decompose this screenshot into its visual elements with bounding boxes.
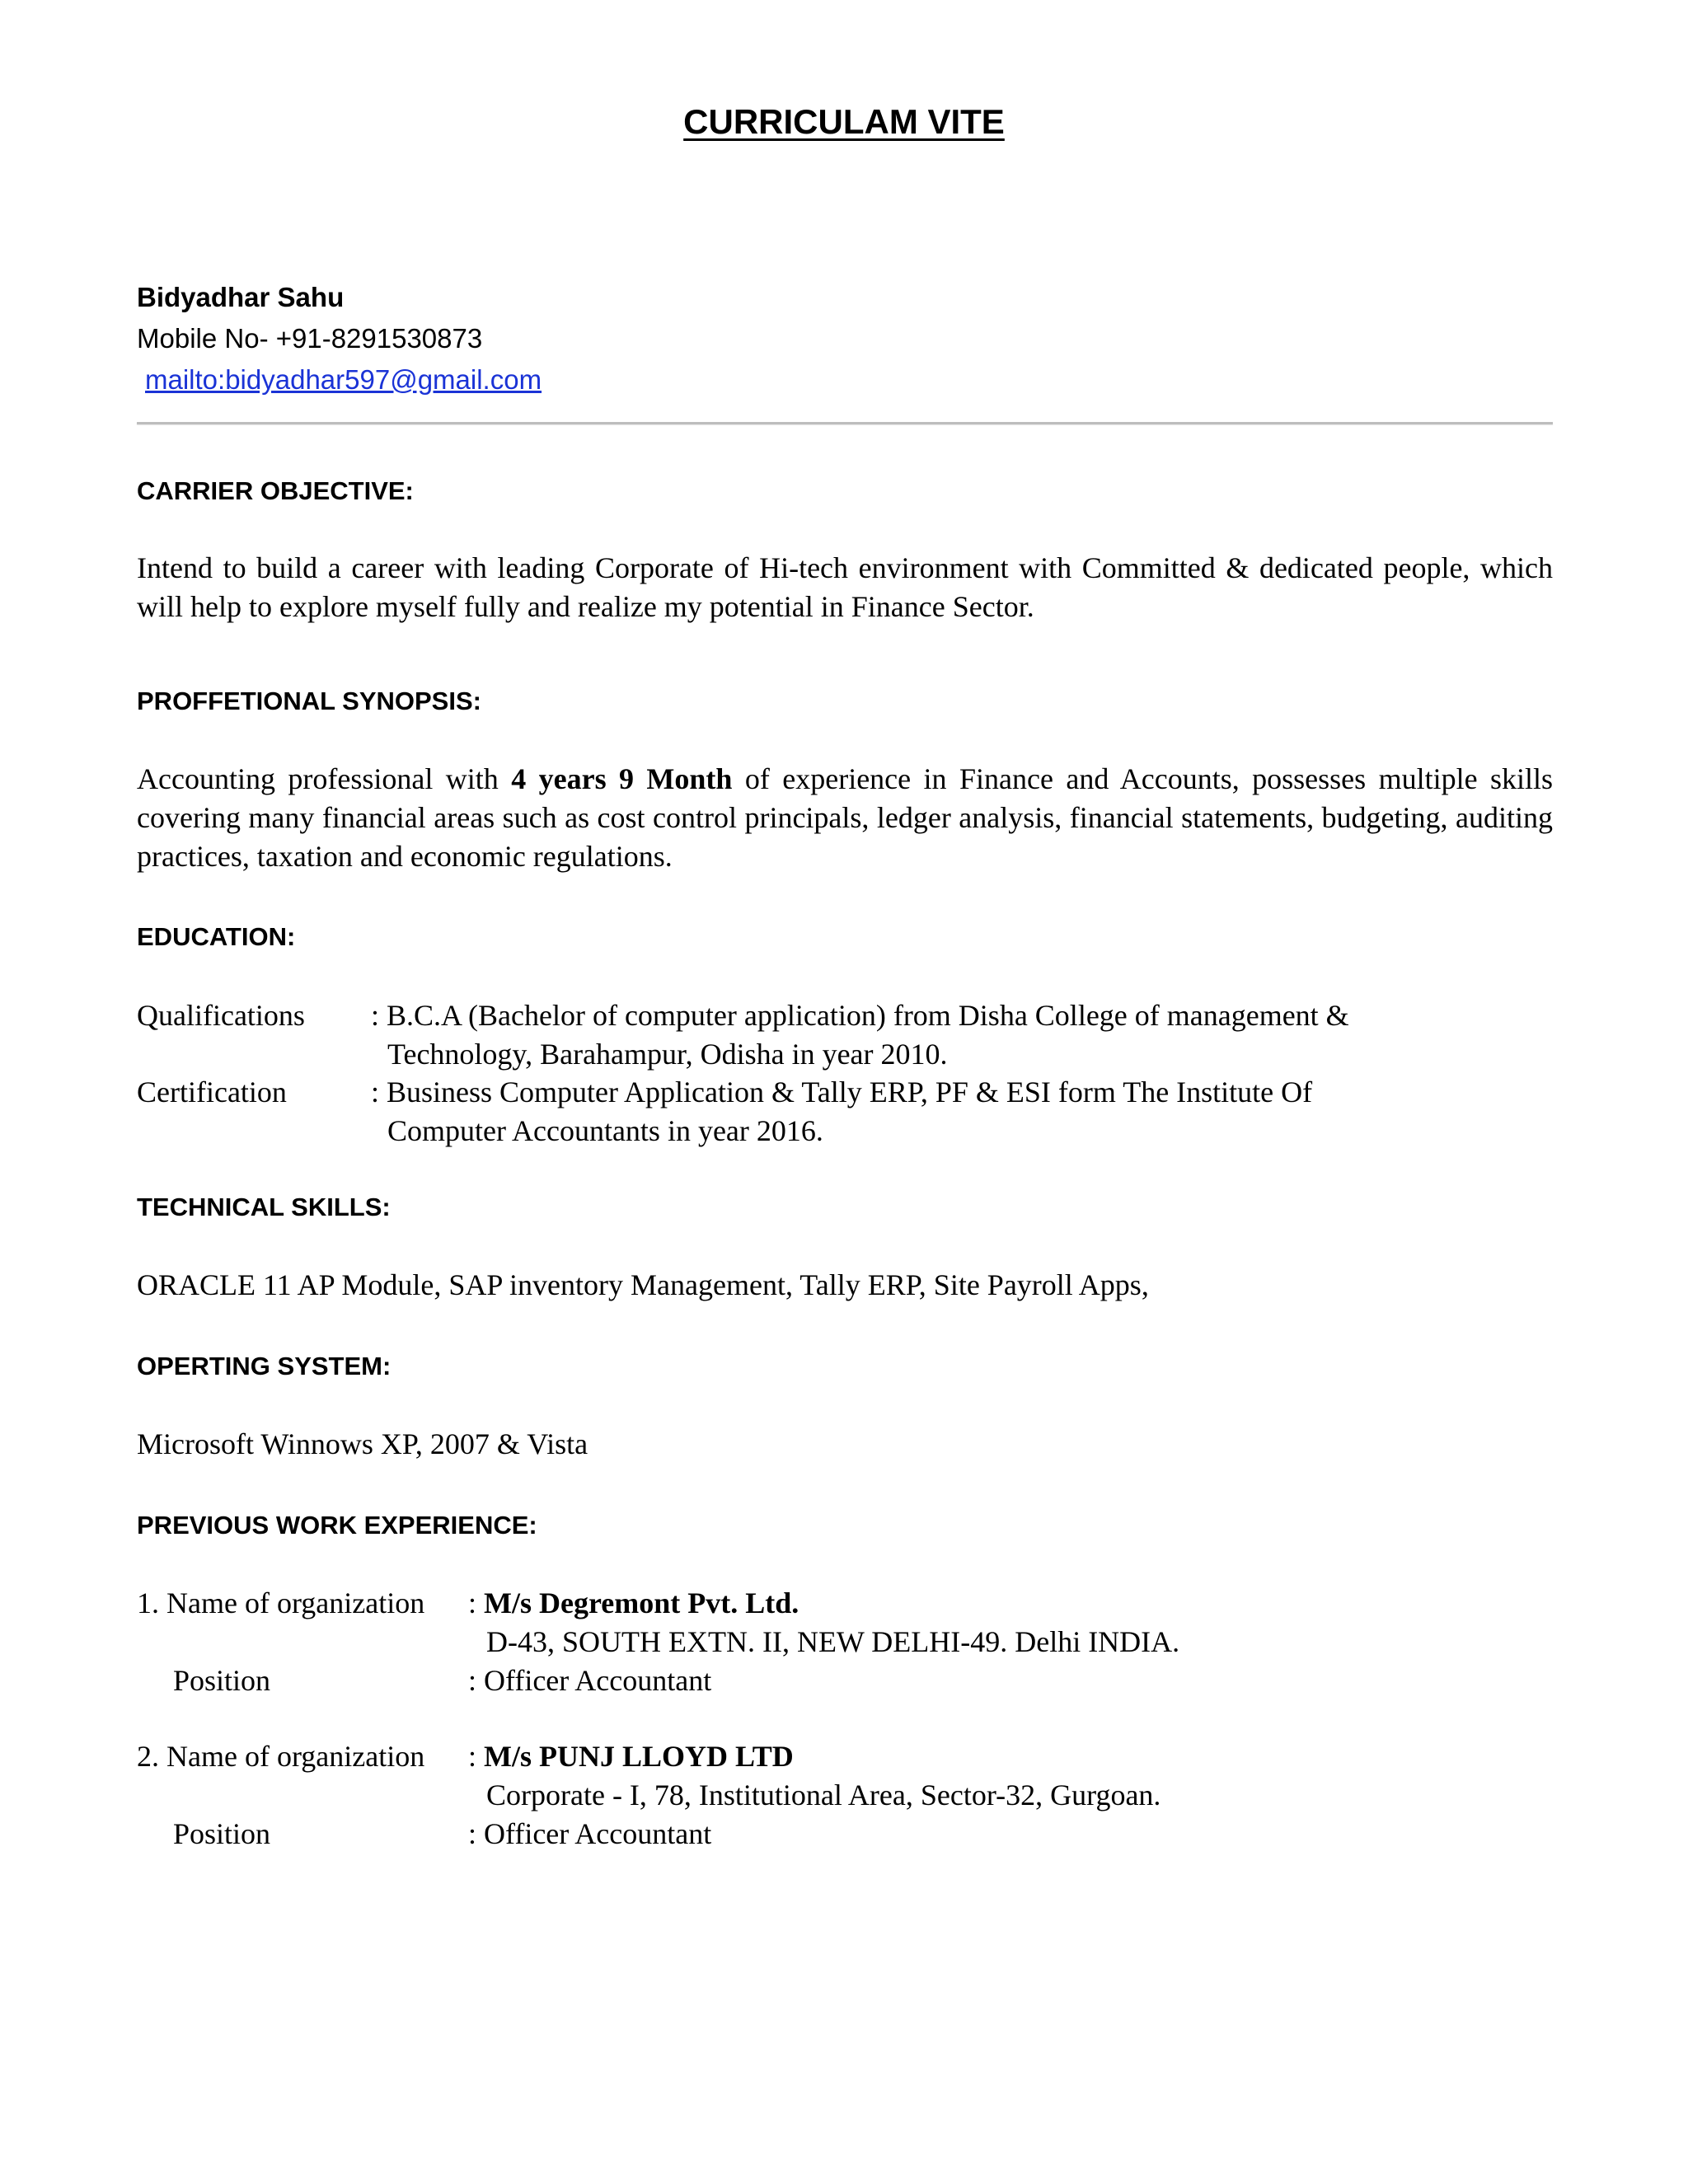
org-details: : M/s Degremont Pvt. Ltd. D-43, SOUTH EXTN. II, NEW DELHI-49. Delhi INDIA. : Officer Accountant xyxy=(468,1584,1556,1700)
position-label: Position xyxy=(173,1817,271,1850)
objective-heading: CARRIER OBJECTIVE: xyxy=(137,476,414,505)
education-item xyxy=(137,996,305,1035)
education-heading: EDUCATION: xyxy=(137,922,296,951)
org-name: M/s PUNJ LLOYD LTD xyxy=(484,1740,794,1773)
position-value: : Officer Accountant xyxy=(468,1817,712,1850)
position-value: : Officer Accountant xyxy=(468,1664,712,1697)
os-heading: OPERTING SYSTEM: xyxy=(137,1352,392,1380)
contact-block xyxy=(137,277,542,401)
experience-duration: 4 years 9 Month xyxy=(511,762,733,795)
page-title: CURRICULAM VITE xyxy=(683,102,1005,141)
qualifications-label: Qualifications xyxy=(137,999,305,1032)
certification-label: Certification xyxy=(137,1076,287,1108)
certification-value: : Business Computer Application & Tally ERP, PF & ESI form The Institute Of Computer Accountants in year 2016. xyxy=(371,1076,1313,1147)
org-label: 1. Name of organization xyxy=(137,1586,425,1619)
mobile-number: Mobile No- +91-8291530873 xyxy=(137,323,483,354)
position-label: Position xyxy=(173,1664,271,1697)
experience-item xyxy=(137,1737,424,1776)
email-link[interactable]: mailto:bidyadhar597@gmail.com xyxy=(145,364,542,395)
org-name: M/s Degremont Pvt. Ltd. xyxy=(484,1586,799,1619)
technical-heading: TECHNICAL SKILLS: xyxy=(137,1193,391,1221)
objective-text: Intend to build a career with leading Corporate of Hi-tech environment with Committed & dedicated people, which will help to explore myself fully and realize my potential in Finance Sector. xyxy=(137,551,1553,623)
org-address: Corporate - I, 78, Institutional Area, Sector-32, Gurgoan. xyxy=(486,1779,1161,1811)
org-address: D-43, SOUTH EXTN. II, NEW DELHI-49. Delhi INDIA. xyxy=(486,1625,1180,1658)
qualifications-value: : B.C.A (Bachelor of computer application) from Disha College of management & Technology, Barahampur, Odisha in year 2010. xyxy=(371,999,1349,1071)
education-item xyxy=(137,1073,287,1112)
experience-item xyxy=(137,1584,424,1623)
org-label: 2. Name of organization xyxy=(137,1740,425,1773)
synopsis-text: Accounting professional with 4 years 9 Month of experience in Finance and Accounts, possesses multiple skills covering many financial areas such as cost control principals, ledger analysis, financial statements, budgeting, auditing practices, taxation and economic regulations. xyxy=(137,762,1554,873)
candidate-name: Bidyadhar Sahu xyxy=(137,282,345,312)
divider xyxy=(137,422,1553,424)
org-details: : M/s PUNJ LLOYD LTD Corporate - I, 78, Institutional Area, Sector-32, Gurgoan. : Officer Accountant xyxy=(468,1737,1556,1854)
synopsis-heading: PROFFETIONAL SYNOPSIS: xyxy=(137,687,481,715)
experience-heading: PREVIOUS WORK EXPERIENCE: xyxy=(137,1511,537,1540)
technical-text: ORACLE 11 AP Module, SAP inventory Management, Tally ERP, Site Payroll Apps, xyxy=(137,1268,1149,1301)
os-text: Microsoft Winnows XP, 2007 & Vista xyxy=(137,1427,588,1460)
